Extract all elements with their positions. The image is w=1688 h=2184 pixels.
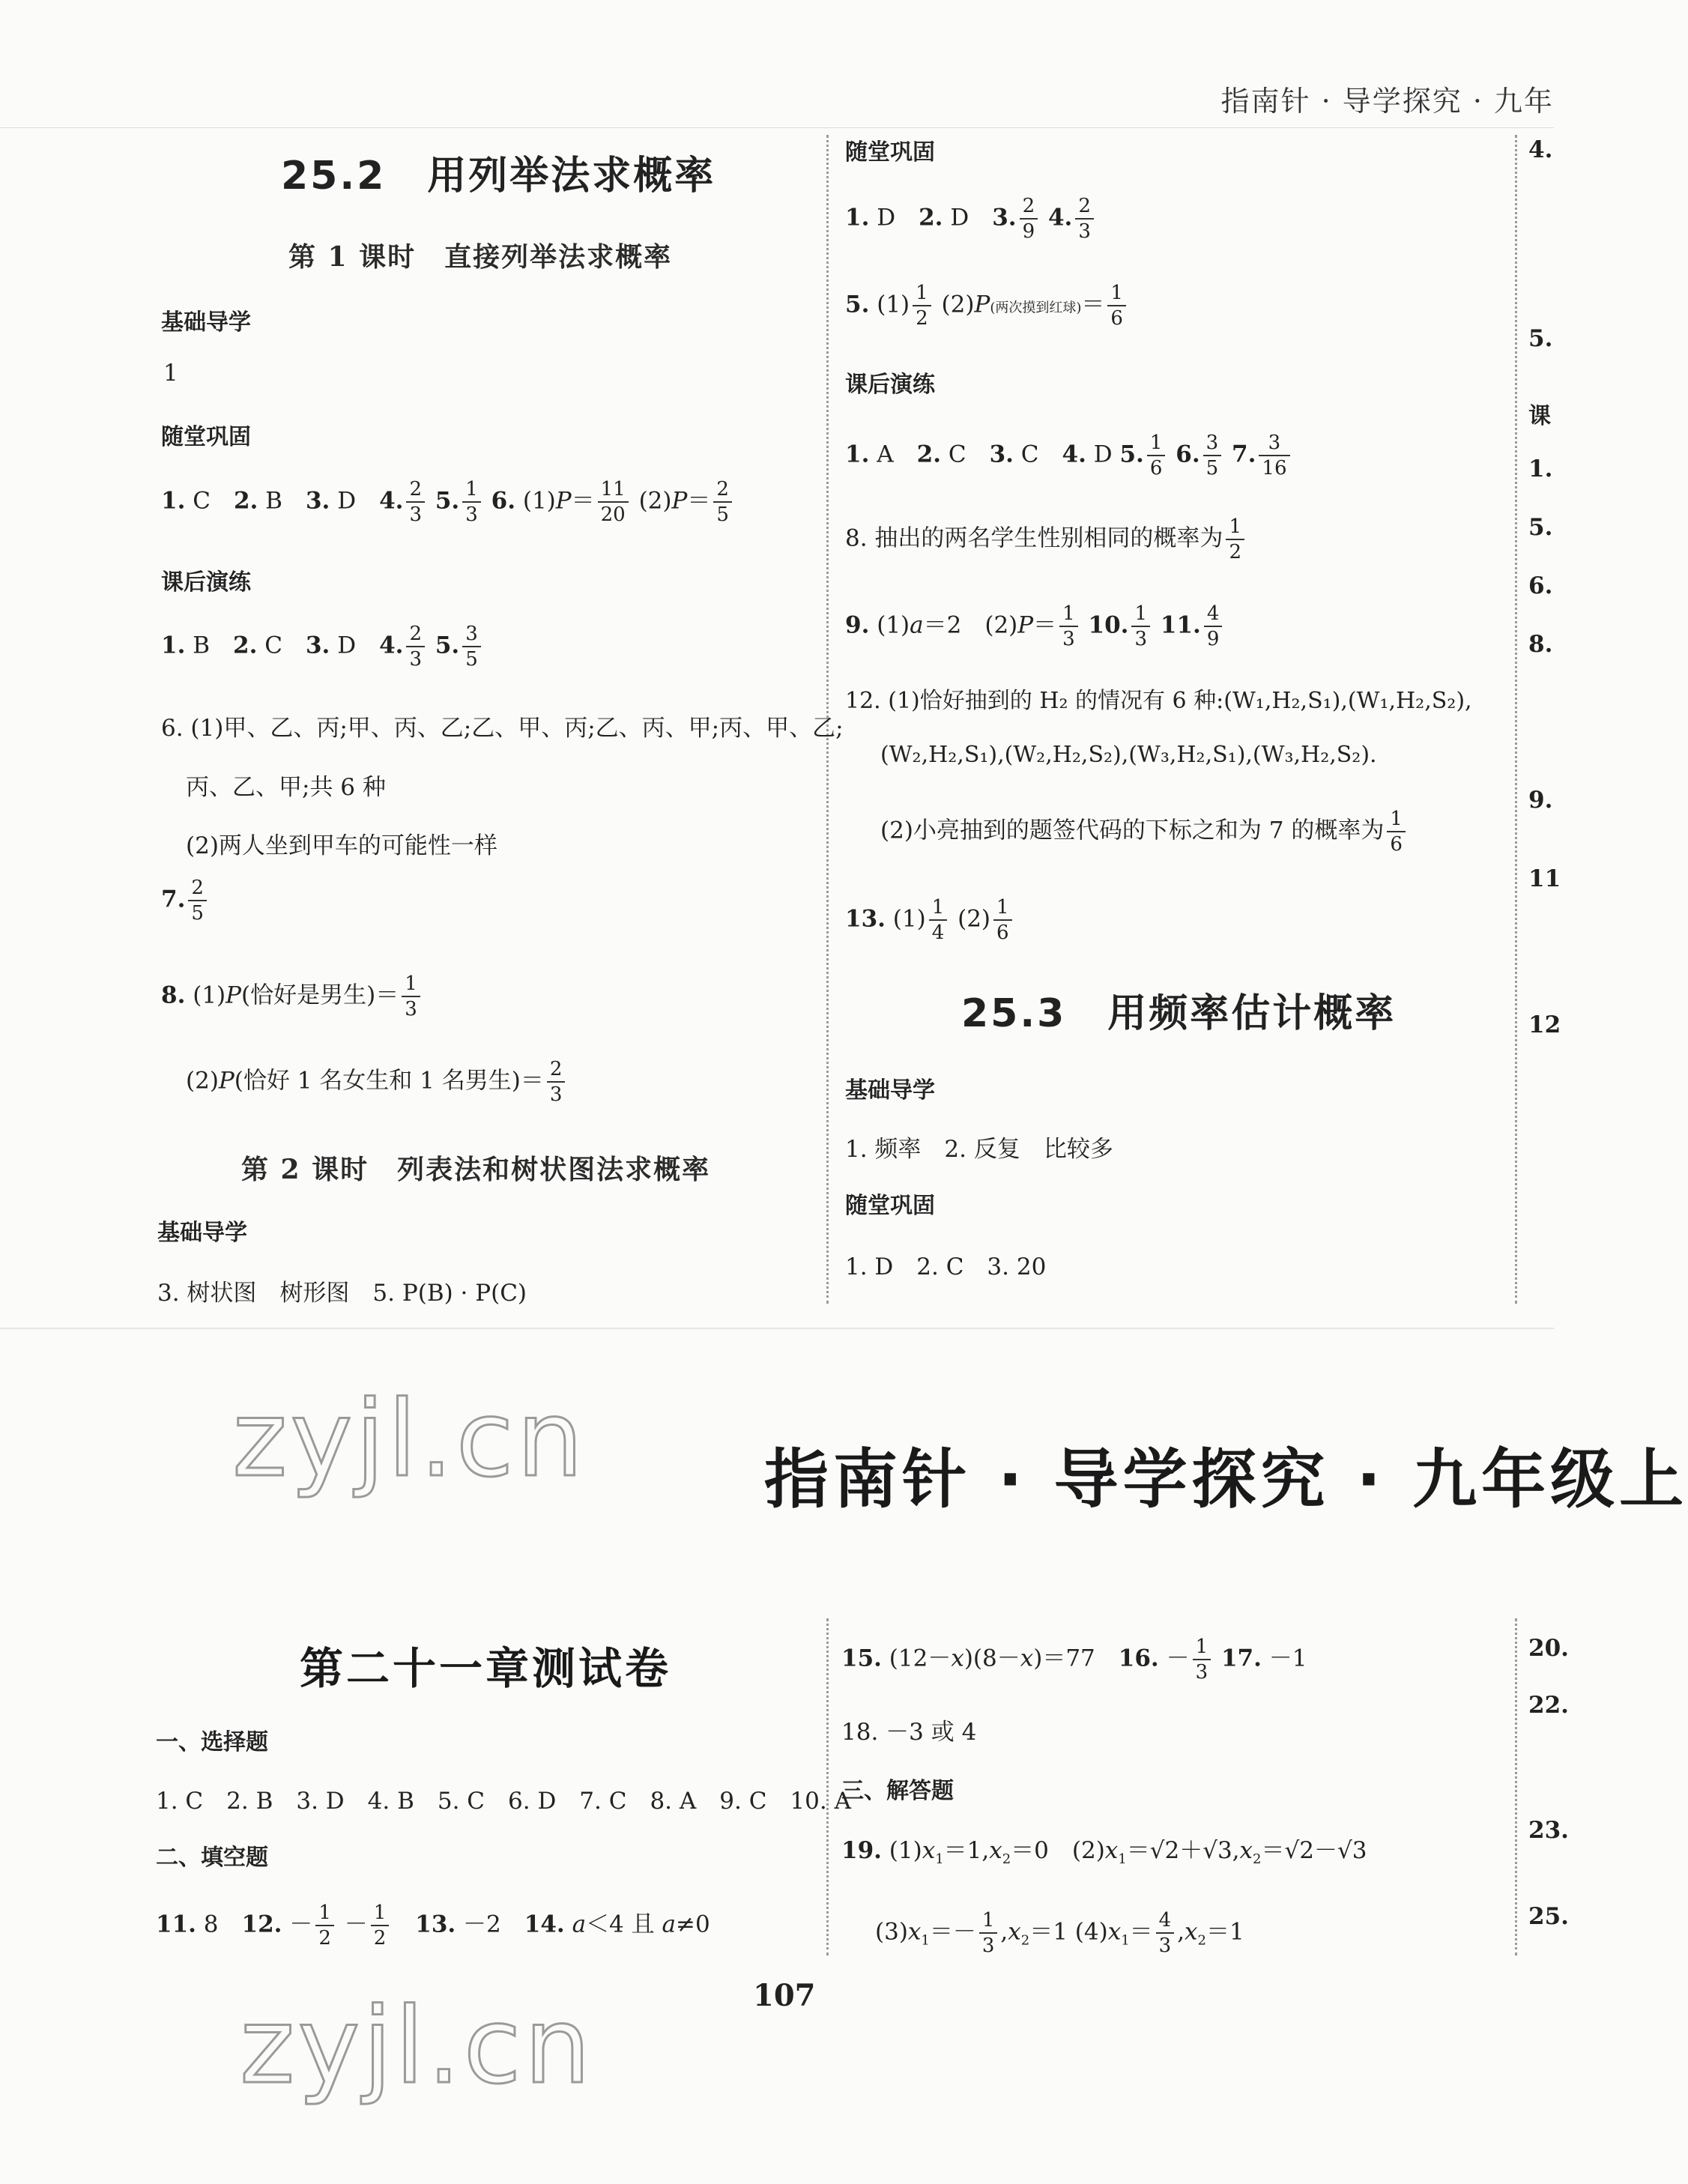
- page-split: [0, 1328, 1554, 1329]
- cut-item: 1.: [1528, 456, 1553, 483]
- answer-line: 丙、乙、甲;共 6 种: [186, 774, 386, 801]
- answer-line: 1. C 2. B 3. D 4. B 5. C 6. D 7. C 8. A 9. C 10. A: [156, 1788, 851, 1815]
- q8-text: 8. 抽出的两名学生性别相同的概率为: [845, 524, 1223, 552]
- subsection-heading: 基础导学: [157, 1220, 247, 1246]
- cut-item: 课: [1528, 403, 1551, 429]
- cut-item: 5.: [1528, 514, 1553, 541]
- cut-item: 8.: [1528, 631, 1553, 658]
- answer-line: 11. 8 12. － $\frac{1}{2}$ － $\frac{1}{2}$ 13. －2 14. a＜4 且 a≠0: [156, 1902, 710, 1949]
- subsection-heading: 二、填空题: [156, 1845, 268, 1871]
- running-header: 指南针 · 导学探究 · 九年: [1220, 85, 1554, 118]
- cut-item: 22.: [1528, 1692, 1569, 1719]
- page-number: 107: [753, 1978, 816, 2013]
- answer-line: 1. C 2. B 3. D 4. $\frac{2}{3}$ 5. $\frac{1}{3}$ 6. (1)P＝ $\frac{11}{20}$ (2)P＝ $\frac{2}{5}$: [161, 480, 735, 524]
- subsection-heading: 随堂巩固: [161, 424, 251, 450]
- subsection-heading: 随堂巩固: [845, 1193, 935, 1219]
- section-title: 25.3 用频率估计概率: [961, 991, 1397, 1036]
- answer-line: 7. $\frac{2}{5}$: [161, 878, 210, 923]
- subsection-heading: 随堂巩固: [845, 139, 935, 166]
- answer-line: 1. B 2. C 3. D 4. $\frac{2}{3}$ 5. $\frac{3}{5}$: [161, 624, 484, 669]
- subsection-heading: 基础导学: [161, 309, 251, 336]
- answer-line: 1. D 2. D 3. $\frac{2}{9}$ 4. $\frac{2}{3}$: [845, 196, 1097, 241]
- cut-item: 23.: [1528, 1817, 1569, 1844]
- answer-line: (2)P(恰好 1 名女生和 1 名男生)＝ $\frac{2}{3}$: [186, 1059, 568, 1104]
- header-rule: [0, 127, 1554, 128]
- cut-item: 5.: [1528, 325, 1553, 352]
- cut-item: 9.: [1528, 787, 1553, 814]
- q12c-text: (2)小亮抽到的题签代码的下标之和为 7 的概率为: [880, 817, 1385, 844]
- cut-item: 20.: [1528, 1635, 1569, 1662]
- column-divider: [1515, 135, 1517, 1304]
- subsection-heading: 课后演练: [845, 372, 935, 398]
- subsection-heading: 一、选择题: [156, 1729, 268, 1755]
- answer-line: 13. (1) $\frac{1}{4}$ (2) $\frac{1}{6}$: [845, 898, 1015, 943]
- cut-item: 12: [1528, 1011, 1561, 1038]
- answer-line: 6. (1)甲、乙、丙;甲、丙、乙;乙、甲、丙;乙、丙、甲;丙、甲、乙;: [161, 715, 844, 742]
- cut-item: 6.: [1528, 572, 1553, 599]
- watermark: zyjl.cn: [240, 1985, 594, 2108]
- column-divider: [1515, 1618, 1517, 1955]
- answer-line: 18. －3 或 4: [841, 1719, 977, 1746]
- answer-line: 12. (1)恰好抽到的 H₂ 的情况有 6 种:(W₁,H₂,S₁),(W₁,H₂,S₂),: [845, 688, 1472, 714]
- answer-line: 5. (1) $\frac{1}{2}$ (2)P(两次摸到红球)＝ $\frac{1}{6}$: [845, 283, 1129, 328]
- answer-line: (2)小亮抽到的题签代码的下标之和为 7 的概率为 $\frac{1}{6}$: [880, 809, 1409, 854]
- answer-line: (W₂,H₂,S₁),(W₂,H₂,S₂),(W₃,H₂,S₁),(W₃,H₂,S₂).: [880, 742, 1377, 768]
- cut-item: 25.: [1528, 1903, 1569, 1930]
- lesson-title: 第 1 课时 直接列举法求概率: [288, 241, 673, 273]
- answer-line: 1: [163, 360, 178, 387]
- subsection-heading: 基础导学: [845, 1077, 935, 1104]
- cut-item: 4.: [1528, 136, 1553, 163]
- answer-line: 9. (1)a＝2 (2)P＝ $\frac{1}{3}$ 10. $\frac{1}{3}$ 11. $\frac{4}{9}$: [845, 604, 1225, 649]
- answer-line: 3. 树状图 树形图 5. P(B) · P(C): [157, 1280, 527, 1307]
- answer-line: 1. D 2. C 3. 20: [845, 1253, 1047, 1280]
- test-title: 第二十一章测试卷: [300, 1643, 672, 1694]
- answer-line: $(3)x_1=-$ $\frac{1}{3}$ $,x_2=1$ $(4)x_1=$ $\frac{4}{3}$ $,x_2=1$: [875, 1909, 1244, 1957]
- watermark: zyjl.cn: [232, 1379, 587, 1501]
- lesson-title: 第 2 课时 列表法和树状图法求概率: [241, 1154, 711, 1185]
- answer-line: 8. (1)P(恰好是男生)＝ $\frac{1}{3}$: [161, 974, 423, 1019]
- section-title: 25.2 用列举法求概率: [281, 154, 716, 199]
- answer-line: 15. (12－x)(8－x)＝77 16. － $\frac{1}{3}$ 17. －1: [841, 1636, 1307, 1684]
- subsection-heading: 课后演练: [161, 569, 251, 596]
- book-banner: 指南针 · 导学探究 · 九年级上: [764, 1442, 1688, 1517]
- answer-line: 1. 频率 2. 反复 比较多: [845, 1136, 1113, 1163]
- subsection-heading: 三、解答题: [841, 1778, 954, 1804]
- answer-line: 19. $(1)x_1=1,x_2=0$ $(2)x_1=√2+√3,x_2=√2-√3$: [841, 1837, 1367, 1868]
- answer-line: (2)两人坐到甲车的可能性一样: [186, 832, 497, 859]
- cut-item: 11: [1528, 865, 1561, 892]
- answer-line: 8. 抽出的两名学生性别相同的概率为 $\frac{1}{2}$: [845, 517, 1247, 562]
- answer-line: 1. A 2. C 3. C 4. D 5. $\frac{1}{6}$ 6. $\frac{3}{5}$ 7. $\frac{3}{16}$: [845, 433, 1293, 478]
